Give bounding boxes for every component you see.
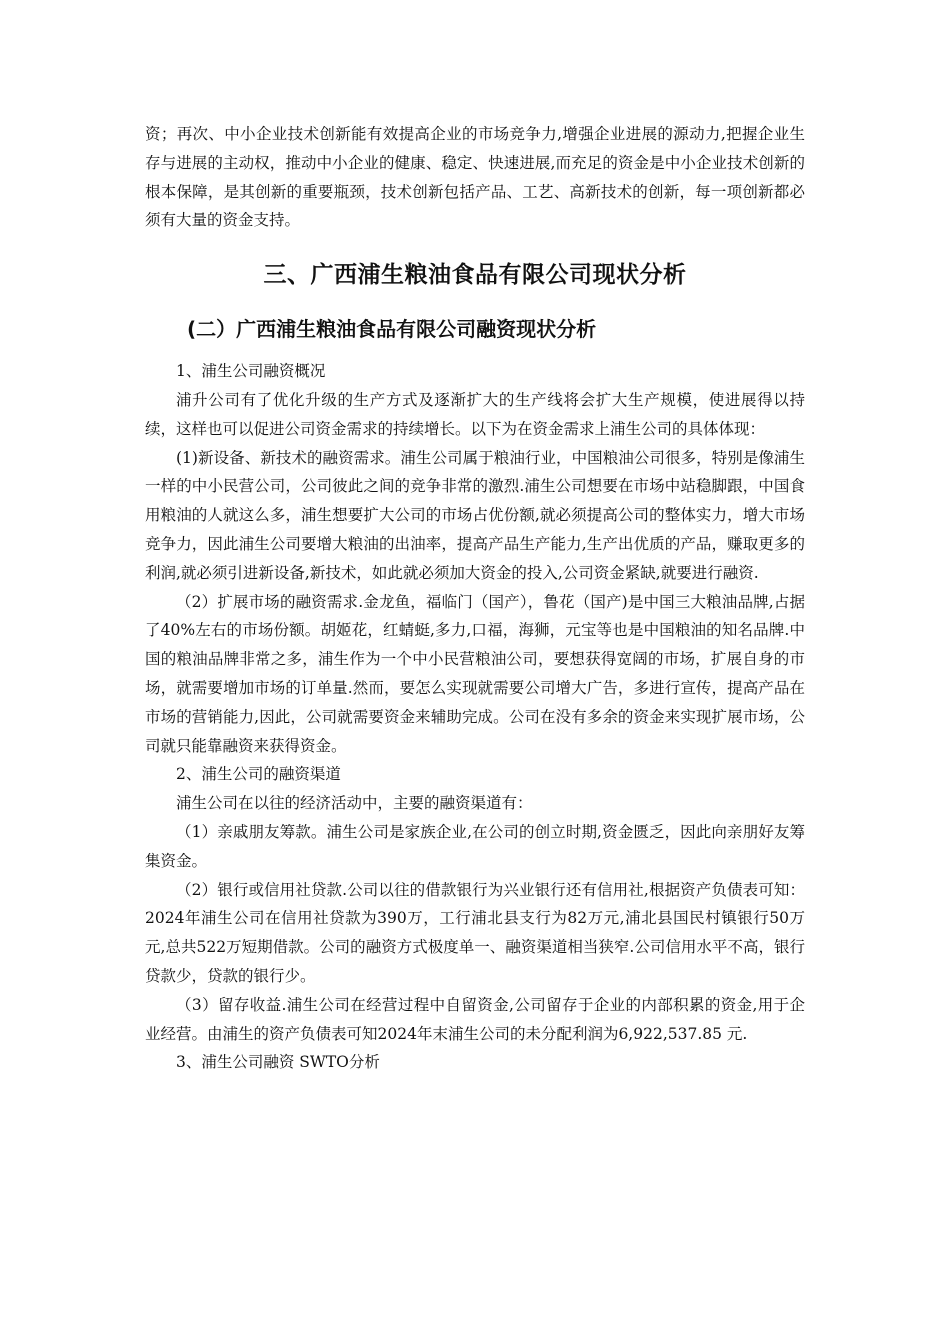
subsection-heading: (二）广西浦生粮油食品有限公司融资现状分析 — [187, 317, 597, 342]
item1-point2-paragraph: （2）扩展市场的融资需求.金龙鱼，福临门（国产），鲁花（国产)是中国三大粮油品牌,占据了40%左右的市场份额。胡姬花，红蜻蜓,多力,口福，海狮，元宝等也是中国粮油的知名品牌.中国的粮油品牌非常之多，浦生作为一个中小民营粮油公司，要想获得宽阔的市场，扩展自身的市场，就需要增加市场的订单量.然而，要怎么实现就需要公司增大广告，多进行宣传，提高产品在市场的营销能力,因此，公司就需要资金来辅助完成。公司在没有多余的资金来实现扩展市场，公司就只能靠融资来获得资金。 — [145, 592, 805, 755]
section-heading: 三、广西浦生粮油食品有限公司现状分析 — [263, 262, 687, 289]
item2-point3-paragraph: （3）留存收益.浦生公司在经营过程中自留资金,公司留存于企业的内部积累的资金,用于企业经营。由浦生的资产负债表可知2024年末浦生公司的未分配利润为6,922,537.85 元. — [145, 995, 805, 1043]
item2-point1-paragraph: （1）亲戚朋友筹款。浦生公司是家族企业,在公司的创立时期,资金匮乏，因此向亲朋好友筹集资金。 — [145, 822, 805, 870]
item1-intro-paragraph: 浦升公司有了优化升级的生产方式及逐渐扩大的生产线将会扩大生产规模，使进展得以持续，这样也可以促进公司资金需求的持续增长。以下为在资金需求上浦生公司的具体体现： — [145, 390, 805, 438]
item1-point1-paragraph: (1)新设备、新技术的融资需求。浦生公司属于粮油行业，中国粮油公司很多，特别是像浦生一样的中小民营公司，公司彼此之间的竞争非常的激烈.浦生公司想要在市场中站稳脚跟，中国食用粮油的人就这么多，浦生想要扩大公司的市场占优份额,就必须提高公司的整体实力，增大市场竞争力，因此浦生公司要增大粮油的出油率，提高产品生产能力,生产出优质的产品，赚取更多的利润,就必须引进新设备,新技术，如此就必须加大资金的投入,公司资金紧缺,就要进行融资. — [145, 448, 805, 582]
item2-title: 2、浦生公司的融资渠道 — [176, 765, 341, 784]
item2-intro-paragraph: 浦生公司在以往的经济活动中，主要的融资渠道有： — [176, 794, 533, 813]
item2-point2-paragraph: （2）银行或信用社贷款.公司以往的借款银行为兴业银行还有信用社,根据资产负债表可知：2024年浦生公司在信用社贷款为390万，工行浦北县支行为82万元,浦北县国民村镇银行50万元,总共522万短期借款。公司的融资方式极度单一、融资渠道相当狭窄.公司信用水平不高，银行贷款少，贷款的银行少。 — [145, 880, 805, 985]
document-page — [145, 120, 805, 1077]
intro-continuation-paragraph: 资；再次、中小企业技术创新能有效提高企业的市场竞争力,增强企业进展的源动力,把握企业生存与进展的主动权，推动中小企业的健康、稳定、快速进展,而充足的资金是中小企业技术创新的根本保障，是其创新的重要瓶颈，技术创新包括产品、工艺、高新技术的创新，每一项创新都必须有大量的资金支持。 — [145, 125, 805, 230]
item1-title: 1、浦生公司融资概况 — [176, 362, 326, 381]
item3-title: 3、浦生公司融资 SWTO分析 — [176, 1053, 380, 1072]
